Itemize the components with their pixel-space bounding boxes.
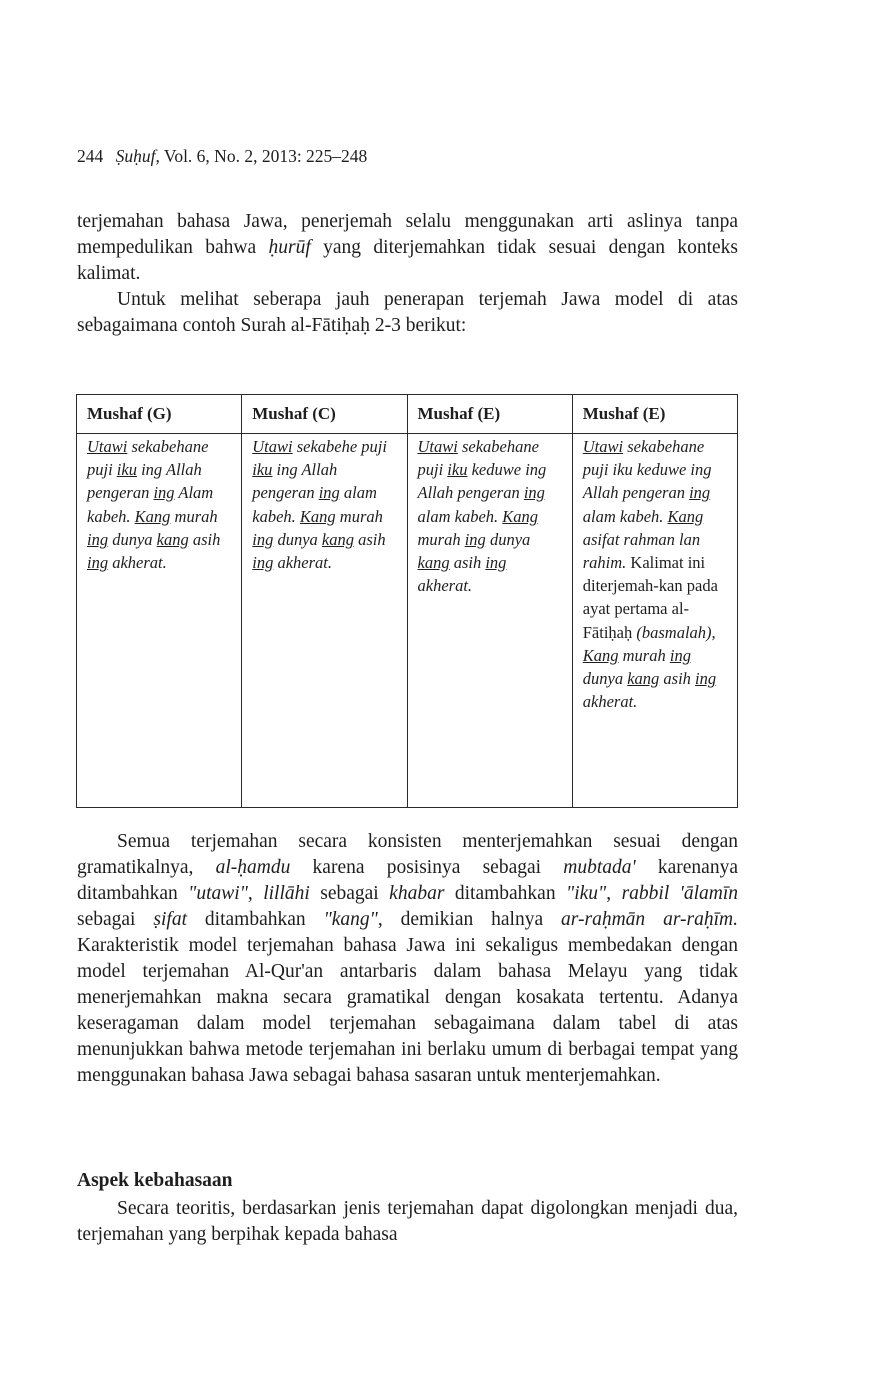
paragraph-3-text: Karakteristik model terjemahan bahasa Jawa ini sekaligus membedakan dengan model terjemahan Al-Qur'an antarbaris dalam bahasa Melayu yang tidak menerjemahkan makna secara gramatikal dengan kosakata tertentu. Adanya keseragaman dalam model terjemahan sebagaimana dalam tabel di atas menunjukkan bahwa metode terjemahan ini berlaku umum di berbagai tempat yang menggunakan bahasa Jawa sebagai bahasa sasaran untuk menterjemahkan.	[77, 935, 738, 1086]
underlined-word: kang	[417, 553, 450, 573]
paragraph-3-text: Semua terjemahan secara konsisten menterjemahkan sesuai dengan gramatikalnya,	[77, 831, 738, 878]
journal-citation: , Vol. 6, No. 2, 2013: 225–248	[155, 146, 368, 166]
cell-text: murah	[618, 645, 670, 665]
underlined-word: ing	[695, 669, 717, 689]
cell-text: sekabehane puji	[417, 437, 539, 480]
cell-text: asifat rahman lan rahim.	[582, 529, 701, 573]
cell-text: sekabehane puji iku keduwe ing Allah pengeran	[582, 437, 712, 503]
underlined-word: iku	[252, 460, 273, 480]
column-header: Mushaf (G)	[77, 395, 242, 434]
cell-text: asih	[188, 529, 221, 549]
underlined-word: kang	[321, 529, 354, 549]
paragraph-1-text-b: yang diterjemahkan tidak sesuai dengan konteks kalimat.	[77, 237, 739, 284]
underlined-word: ing	[485, 553, 507, 573]
underlined-word: Kang	[667, 506, 704, 526]
table-header-row	[77, 395, 738, 434]
cell-text: murah	[335, 506, 383, 526]
paragraph-3-term: lillāhi	[263, 883, 310, 904]
journal-name: Ṣuḥuf	[115, 146, 156, 166]
table-row	[77, 434, 738, 808]
cell-text: Alam kabeh.	[87, 483, 214, 526]
cell-text: keduwe ing Allah pengeran	[417, 460, 547, 503]
paragraph-3-text: ,	[247, 883, 264, 904]
cell-text: sekabehe puji	[292, 437, 387, 456]
section-text	[77, 1196, 738, 1248]
paragraph-3	[77, 829, 738, 1089]
cell-text: (basmalah),	[636, 622, 716, 642]
paragraph-3-text: ditambahkan	[444, 883, 567, 904]
cell-text: asih	[659, 669, 696, 689]
cell-text: dunya	[108, 529, 157, 549]
underlined-word: Utawi	[417, 437, 458, 456]
table-cell-mushaf-c	[242, 434, 407, 808]
underlined-word: Utawi	[252, 437, 293, 456]
cell-text: murah	[417, 529, 465, 549]
underlined-word: kang	[627, 669, 660, 689]
paragraph-4: Secara teoritis, berdasarkan jenis terjemahan dapat digolongkan menjadi dua, terjemahan yang berpihak kepada bahasa	[77, 1198, 738, 1245]
underlined-word: Kang	[134, 506, 171, 526]
underlined-word: Utawi	[582, 437, 624, 456]
paragraph-3-term: ar-raḥmān ar-raḥīm.	[561, 909, 738, 930]
cell-text: alam kabeh.	[252, 483, 377, 526]
underlined-word: Kang	[502, 506, 539, 526]
cell-text: akherat.	[417, 576, 473, 596]
paragraph-1-term: ḥurūf	[268, 237, 311, 258]
underlined-word: iku	[116, 460, 137, 480]
cell-text: ing Allah pengeran	[252, 460, 338, 503]
paragraph-3-text: , demikian halnya	[377, 909, 562, 930]
paragraph-2: Untuk melihat seberapa jauh penerapan terjemah Jawa model di atas sebagaimana contoh Surah al-Fātiḥaḥ 2-3 berikut:	[77, 289, 738, 336]
underlined-word: ing	[87, 553, 109, 573]
underlined-word: ing	[252, 553, 274, 573]
underlined-word: ing	[318, 483, 340, 503]
underlined-word: ing	[523, 483, 545, 503]
cell-text: akherat.	[108, 553, 167, 573]
underlined-word: Kang	[582, 645, 619, 665]
underlined-word: ing	[669, 645, 691, 665]
paragraph-3-text: ditambahkan	[187, 909, 324, 930]
underlined-word: ing	[153, 483, 175, 503]
cell-text: akherat.	[273, 553, 332, 573]
paragraph-3-text: sebagai	[309, 883, 390, 904]
cell-text: sekabehane puji	[87, 437, 209, 480]
cell-text: asih	[449, 553, 486, 573]
cell-text: asih	[354, 529, 386, 549]
column-header: Mushaf (E)	[572, 395, 737, 434]
underlined-word: kang	[156, 529, 189, 549]
cell-text: dunya	[582, 669, 628, 689]
table-cell-mushaf-e	[407, 434, 572, 808]
page-number: 244	[77, 146, 104, 166]
cell-note: Kalimat ini diterjemah-kan pada ayat pertama al-Fātiḥaḥ	[582, 553, 718, 642]
paragraph-3-term: mubtada'	[563, 857, 636, 878]
analysis-text	[77, 829, 738, 1089]
paragraph-3-term: "utawi"	[188, 883, 248, 904]
column-header: Mushaf (E)	[407, 395, 572, 434]
cell-text: ing Allah pengeran	[87, 460, 202, 503]
intro-text	[77, 209, 738, 339]
paragraph-3-term: rabbil 'ālamīn	[621, 883, 739, 904]
table-cell-mushaf-g	[77, 434, 242, 808]
paragraph-1	[77, 209, 738, 287]
underlined-word: iku	[447, 460, 468, 480]
paragraph-1-text-a: terjemahan bahasa Jawa, penerjemah selalu menggunakan arti aslinya tanpa mempedulikan bahwa	[77, 211, 738, 258]
underlined-word: ing	[689, 483, 711, 503]
underlined-word: Utawi	[87, 437, 128, 456]
underlined-word: ing	[464, 529, 486, 549]
underlined-word: ing	[87, 529, 109, 549]
column-header: Mushaf (C)	[242, 395, 407, 434]
paragraph-3-term: al-ḥamdu	[215, 857, 291, 878]
paragraph-3-text: ,	[606, 883, 622, 904]
cell-text: alam kabeh.	[417, 506, 503, 526]
table-cell-mushaf-e-2	[572, 434, 737, 808]
paragraph-3-text: sebagai	[77, 909, 154, 930]
section-heading: Aspek kebahasaan	[77, 1170, 233, 1191]
mushaf-comparison-table	[76, 394, 738, 808]
cell-text: murah	[170, 506, 218, 526]
paragraph-3-term: "iku"	[566, 883, 607, 904]
paragraph-3-term: ṣifat	[153, 909, 187, 930]
underlined-word: ing	[252, 529, 274, 549]
cell-text: dunya	[485, 529, 531, 549]
paragraph-3-text: karenanya ditambahkan	[77, 857, 738, 904]
cell-text: dunya	[273, 529, 322, 549]
running-header	[77, 146, 367, 167]
cell-text: akherat.	[582, 692, 638, 712]
underlined-word: Kang	[299, 506, 336, 526]
paragraph-3-term: khabar	[389, 883, 445, 904]
paragraph-3-term: "kang"	[323, 909, 378, 930]
paragraph-3-text: karena posisinya sebagai	[290, 857, 564, 878]
cell-text: alam kabeh.	[582, 506, 668, 526]
